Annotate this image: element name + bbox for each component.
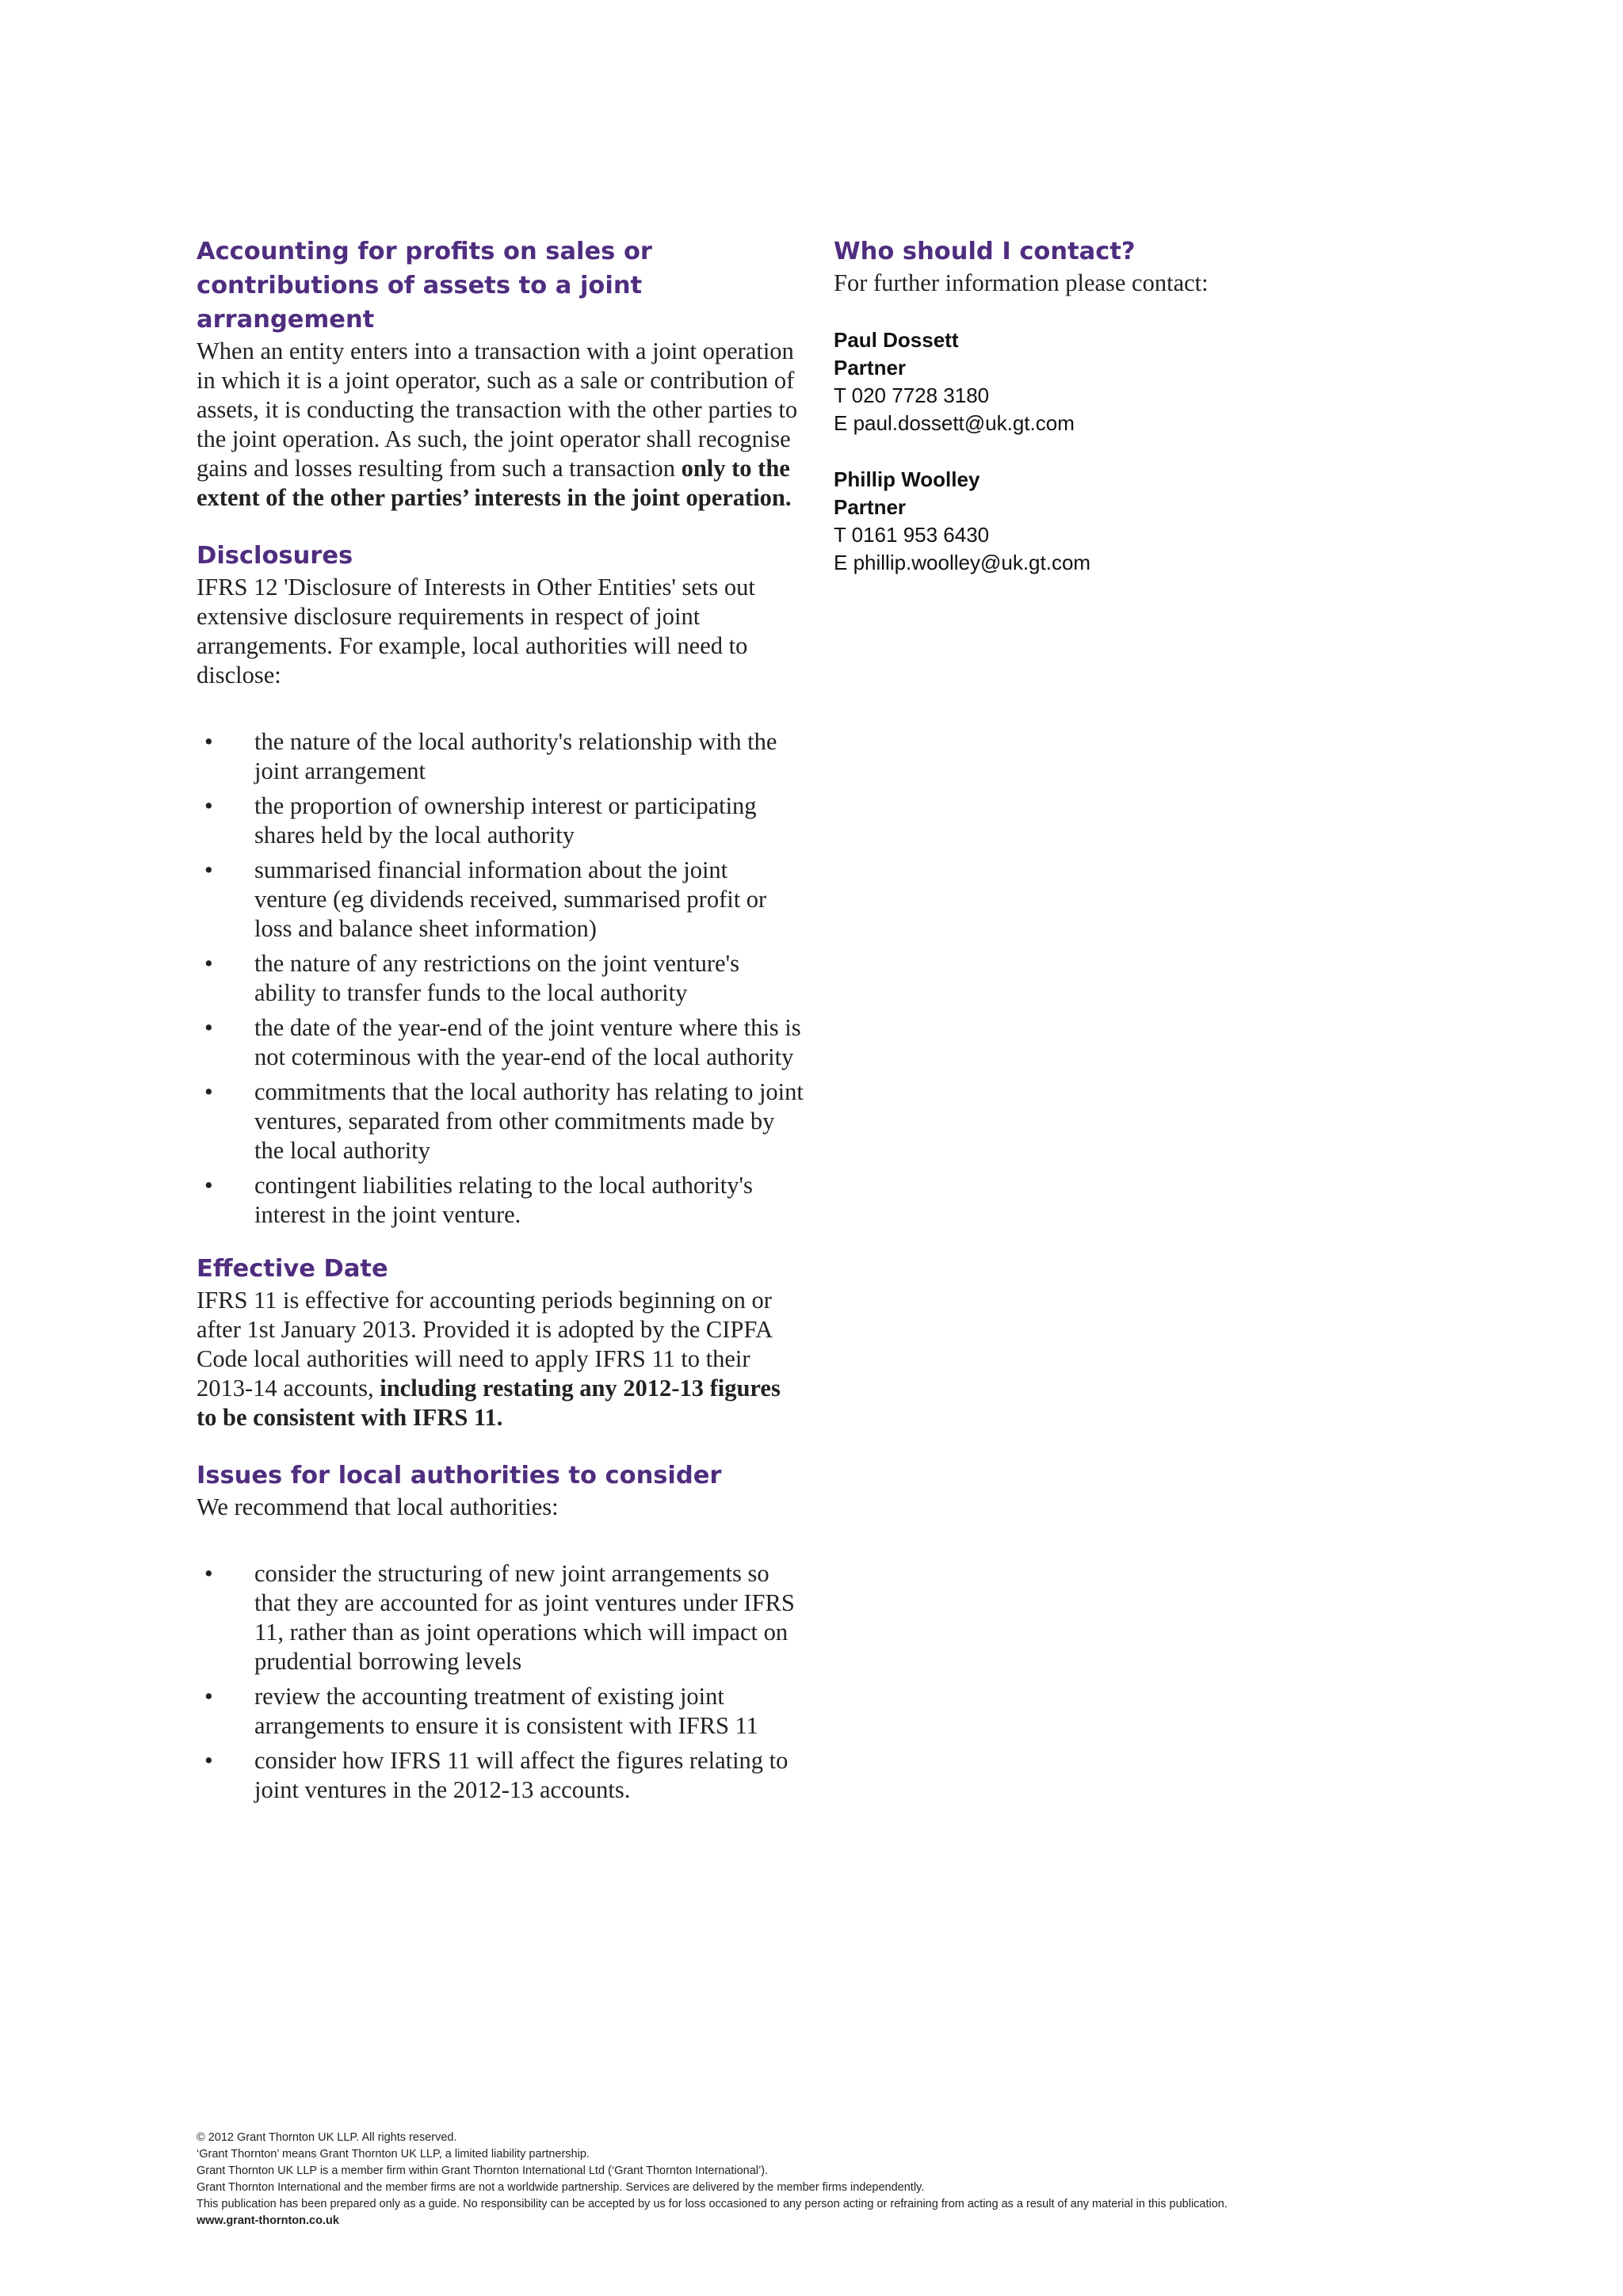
contact-card [834,466,1436,577]
list-item-text: contingent liabilities relating to the local authority's interest in the joint venture. [254,1172,753,1228]
paragraph [197,1286,805,1432]
list-item-text: review the accounting treatment of existing joint arrangements to ensure it is consistent with IFRS 11 [254,1683,758,1739]
list-item-text: consider how IFRS 11 will affect the figures relating to joint ventures in the 2012-13 accounts. [254,1747,789,1803]
contact-role: Partner [834,495,907,519]
paragraph: We recommend that local authorities: [197,1493,559,1520]
bullet-dot: • [204,1014,213,1041]
left-column [197,235,805,1810]
contact-phone: T 0161 953 6430 [834,523,990,547]
list-item [197,856,805,944]
list-item [197,791,805,850]
section-heading: Accounting for profits on sales or contributions of assets to a joint arrangement [197,238,652,334]
section-heading: Issues for local authorities to consider [197,1462,722,1489]
section-effective-date [197,1252,805,1432]
list-item [197,1077,805,1165]
list-item [197,1682,805,1741]
section-profits-on-sales [197,235,805,513]
paragraph-text: IFRS 11 is effective for accounting periods beginning on or after 1st January 2013. Provided it is adopted by the CIPFA Code local authorities will need to apply IFRS 11 to their 2013-14 accounts, [197,1287,772,1402]
footer-line: This publication has been prepared only as a guide. No responsibility can be accepted by us for loss occasioned to any person acting or refraining from acting as a result of any material in this publication. [197,2198,1228,2210]
list-item-text: the nature of any restrictions on the joint venture's ability to transfer funds to the local authority [254,950,739,1006]
bullet-dot: • [204,728,213,755]
legal-footer [197,2130,1465,2229]
list-item [197,727,805,786]
right-column [834,235,1436,577]
footer-line: © 2012 Grant Thornton UK LLP. All rights reserved. [197,2131,457,2144]
bullet-dot: • [204,1078,213,1105]
list-item [197,1746,805,1805]
paragraph-emphasis: including restating any 2012-13 figures to be consistent with IFRS 11. [197,1375,781,1431]
contact-email[interactable]: E paul.dossett@uk.gt.com [834,411,1075,435]
bullet-list [197,727,805,1230]
list-item-text: the date of the year-end of the joint venture where this is not coterminous with the year-end of the local authority [254,1014,801,1070]
contact-phone: T 020 7728 3180 [834,383,990,407]
footer-line: Grant Thornton International and the member firms are not a worldwide partnership. Services are delivered by the member firms independently. [197,2181,925,2194]
paragraph-text: When an entity enters into a transaction with a joint operation in which it is a joint operator, such as a sale or contribution of assets, it is conducting the transaction with the other parties to the joint operation. As such, the joint operator shall recognise gains and losses resulting from such a transaction [197,338,798,482]
contact-email[interactable]: E phillip.woolley@uk.gt.com [834,551,1091,574]
list-item-text: the nature of the local authority's relationship with the joint arrangement [254,728,777,784]
section-heading: Disclosures [197,542,353,570]
list-item [197,1171,805,1230]
list-item [197,949,805,1008]
section-heading: Effective Date [197,1255,388,1283]
bullet-dot: • [204,1747,213,1774]
contact-role: Partner [834,356,907,379]
bullet-dot: • [204,792,213,819]
bullet-dot: • [204,1172,213,1199]
bullet-dot: • [204,856,213,883]
contact-heading: Who should I contact? [834,238,1136,265]
bullet-list [197,1559,805,1805]
website-link[interactable]: www.grant-thornton.co.uk [197,2214,339,2227]
list-item-text: consider the structuring of new joint arrangements so that they are accounted for as joint ventures under IFRS 11, rather than as joint operations which will impact on prudential borrowing levels [254,1560,795,1675]
list-item-text: summarised financial information about the joint venture (eg dividends received, summarised profit or loss and balance sheet information) [254,856,767,942]
list-item [197,1559,805,1676]
contact-name: Paul Dossett [834,328,959,352]
section-issues-to-consider [197,1459,805,1805]
contact-intro: For further information please contact: [834,269,1209,296]
paragraph-emphasis: only to the extent of the other parties’ interests in the joint operation. [197,455,792,511]
bullet-dot: • [204,1683,213,1710]
section-disclosures [197,539,805,1230]
list-item-text: the proportion of ownership interest or participating shares held by the local authority [254,792,757,849]
list-item [197,1013,805,1072]
contact-card [834,326,1436,437]
contact-name: Phillip Woolley [834,467,980,491]
list-item-text: commitments that the local authority has relating to joint ventures, separated from other commitments made by the local authority [254,1078,804,1164]
paragraph: IFRS 12 'Disclosure of Interests in Other Entities' sets out extensive disclosure requirements in respect of joint arrangements. For example, local authorities will need to disclose: [197,574,755,688]
bullet-dot: • [204,1560,213,1587]
footer-line: Grant Thornton UK LLP is a member firm within Grant Thornton International Ltd (‘Grant Thornton International’). [197,2164,769,2177]
bullet-dot: • [204,950,213,977]
footer-line: ‘Grant Thornton’ means Grant Thornton UK LLP, a limited liability partnership. [197,2148,590,2161]
paragraph [197,337,805,513]
